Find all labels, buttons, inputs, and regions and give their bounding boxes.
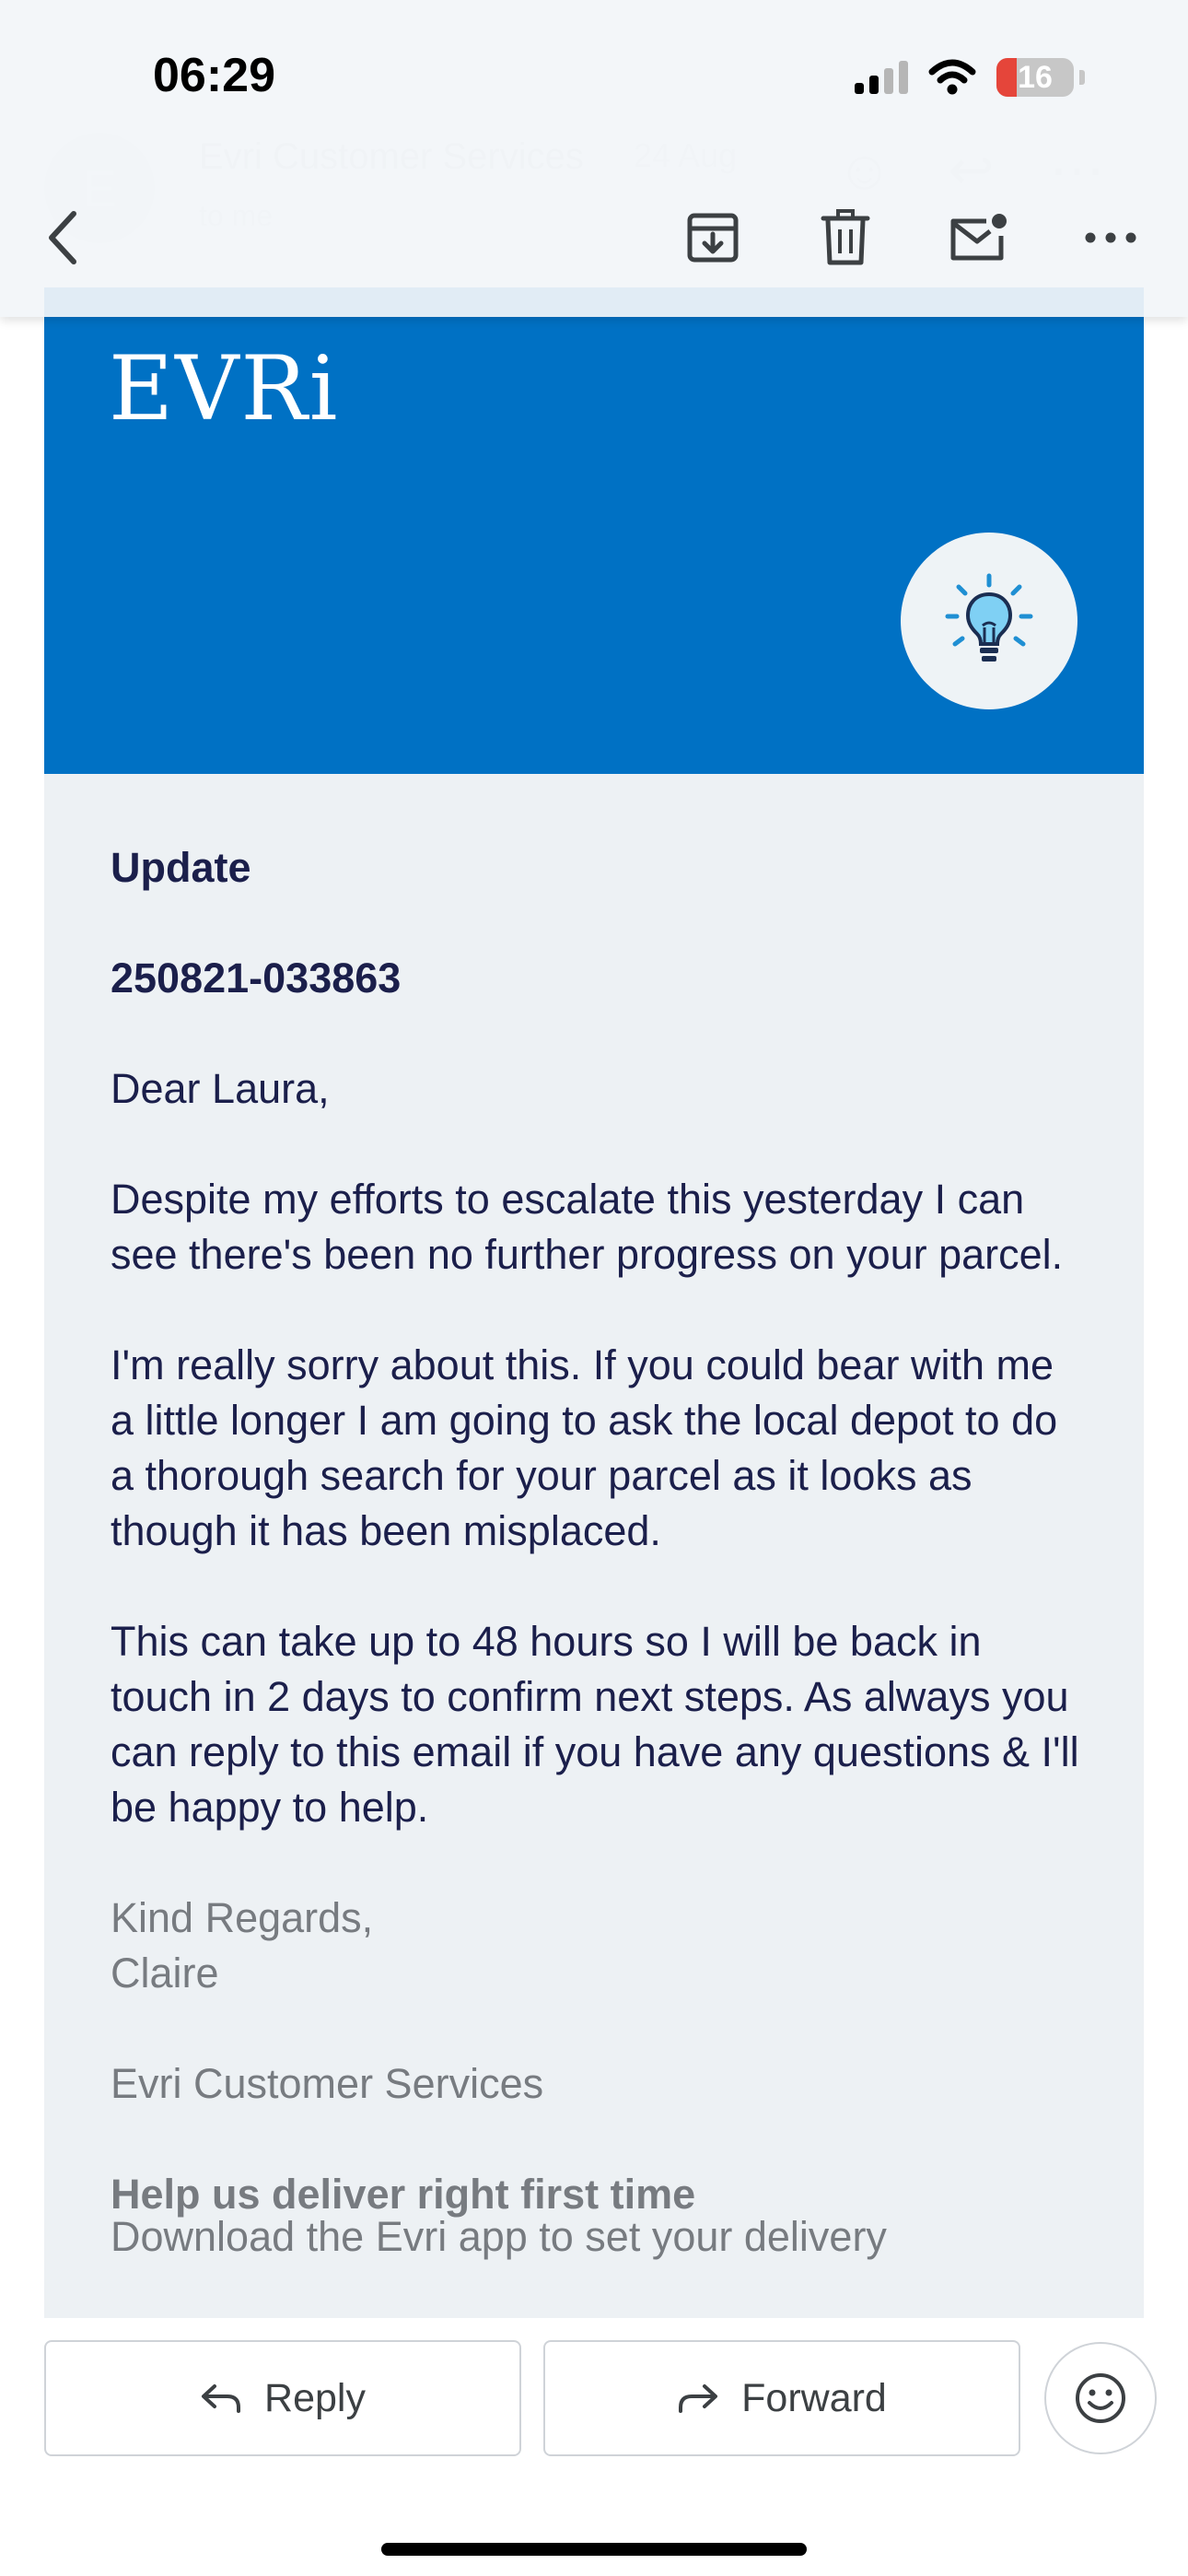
cellular-signal-icon	[855, 61, 908, 94]
emoji-reaction-icon	[1074, 2371, 1127, 2425]
home-indicator[interactable]	[381, 2543, 807, 2556]
status-time: 06:29	[153, 49, 275, 102]
more-horizontal-icon	[1083, 228, 1138, 247]
brand-banner	[44, 287, 1144, 774]
delete-button[interactable]	[812, 205, 879, 271]
email-heading: Update	[111, 844, 251, 891]
paragraph: Despite my efforts to escalate this yesterday I can see there's been no further progress on your parcel.	[111, 1176, 1064, 1278]
battery-percent: 16	[1018, 59, 1053, 95]
sign-off	[111, 1891, 1087, 2001]
reply-icon	[200, 2383, 242, 2414]
chevron-left-icon	[42, 208, 83, 267]
archive-icon	[685, 210, 740, 265]
more-button[interactable]	[1077, 205, 1144, 271]
back-button[interactable]	[28, 203, 98, 273]
evri-logo: EVRi	[109, 337, 340, 440]
mail-unread-icon	[948, 212, 1008, 263]
wifi-icon	[928, 59, 976, 96]
trash-icon	[820, 209, 871, 266]
greeting: Dear Laura,	[111, 1065, 330, 1112]
lightbulb-badge	[901, 533, 1077, 709]
lightbulb-icon	[938, 570, 1040, 672]
battery-icon	[996, 58, 1074, 97]
archive-button[interactable]	[680, 205, 746, 271]
paragraph: This can take up to 48 hours so I will be back in touch in 2 days to confirm next steps. As always you can reply to this email if you have any questions & I'll be happy to help.	[111, 1618, 1079, 1831]
reply-button[interactable]	[44, 2340, 521, 2456]
emoji-reaction-button[interactable]	[1044, 2342, 1157, 2454]
forward-label: Forward	[741, 2375, 887, 2420]
battery-cap	[1079, 70, 1085, 85]
footer-heading: Help us deliver right first time	[111, 2171, 696, 2218]
signer-name: Claire	[111, 1950, 219, 1996]
top-bar	[0, 0, 1188, 317]
forward-button[interactable]	[543, 2340, 1020, 2456]
reply-label: Reply	[264, 2375, 366, 2420]
email-body	[44, 287, 1144, 2318]
forward-icon	[677, 2383, 719, 2414]
footer-text: Download the Evri app to set your delivery	[111, 2213, 887, 2260]
mark-unread-button[interactable]	[945, 205, 1011, 271]
signature-team: Evri Customer Services	[111, 2060, 544, 2107]
sign-off-line: Kind Regards,	[111, 1894, 374, 1941]
message-content	[111, 840, 1087, 2265]
status-icons	[855, 55, 1085, 100]
reference-number: 250821-033863	[111, 954, 402, 1001]
bottom-action-bar	[0, 2318, 1188, 2576]
paragraph: I'm really sorry about this. If you could bear with me a little longer I am going to ask the local depot to do a thorough search for your parcel as it looks as though it has been misplaced.	[111, 1341, 1058, 1554]
